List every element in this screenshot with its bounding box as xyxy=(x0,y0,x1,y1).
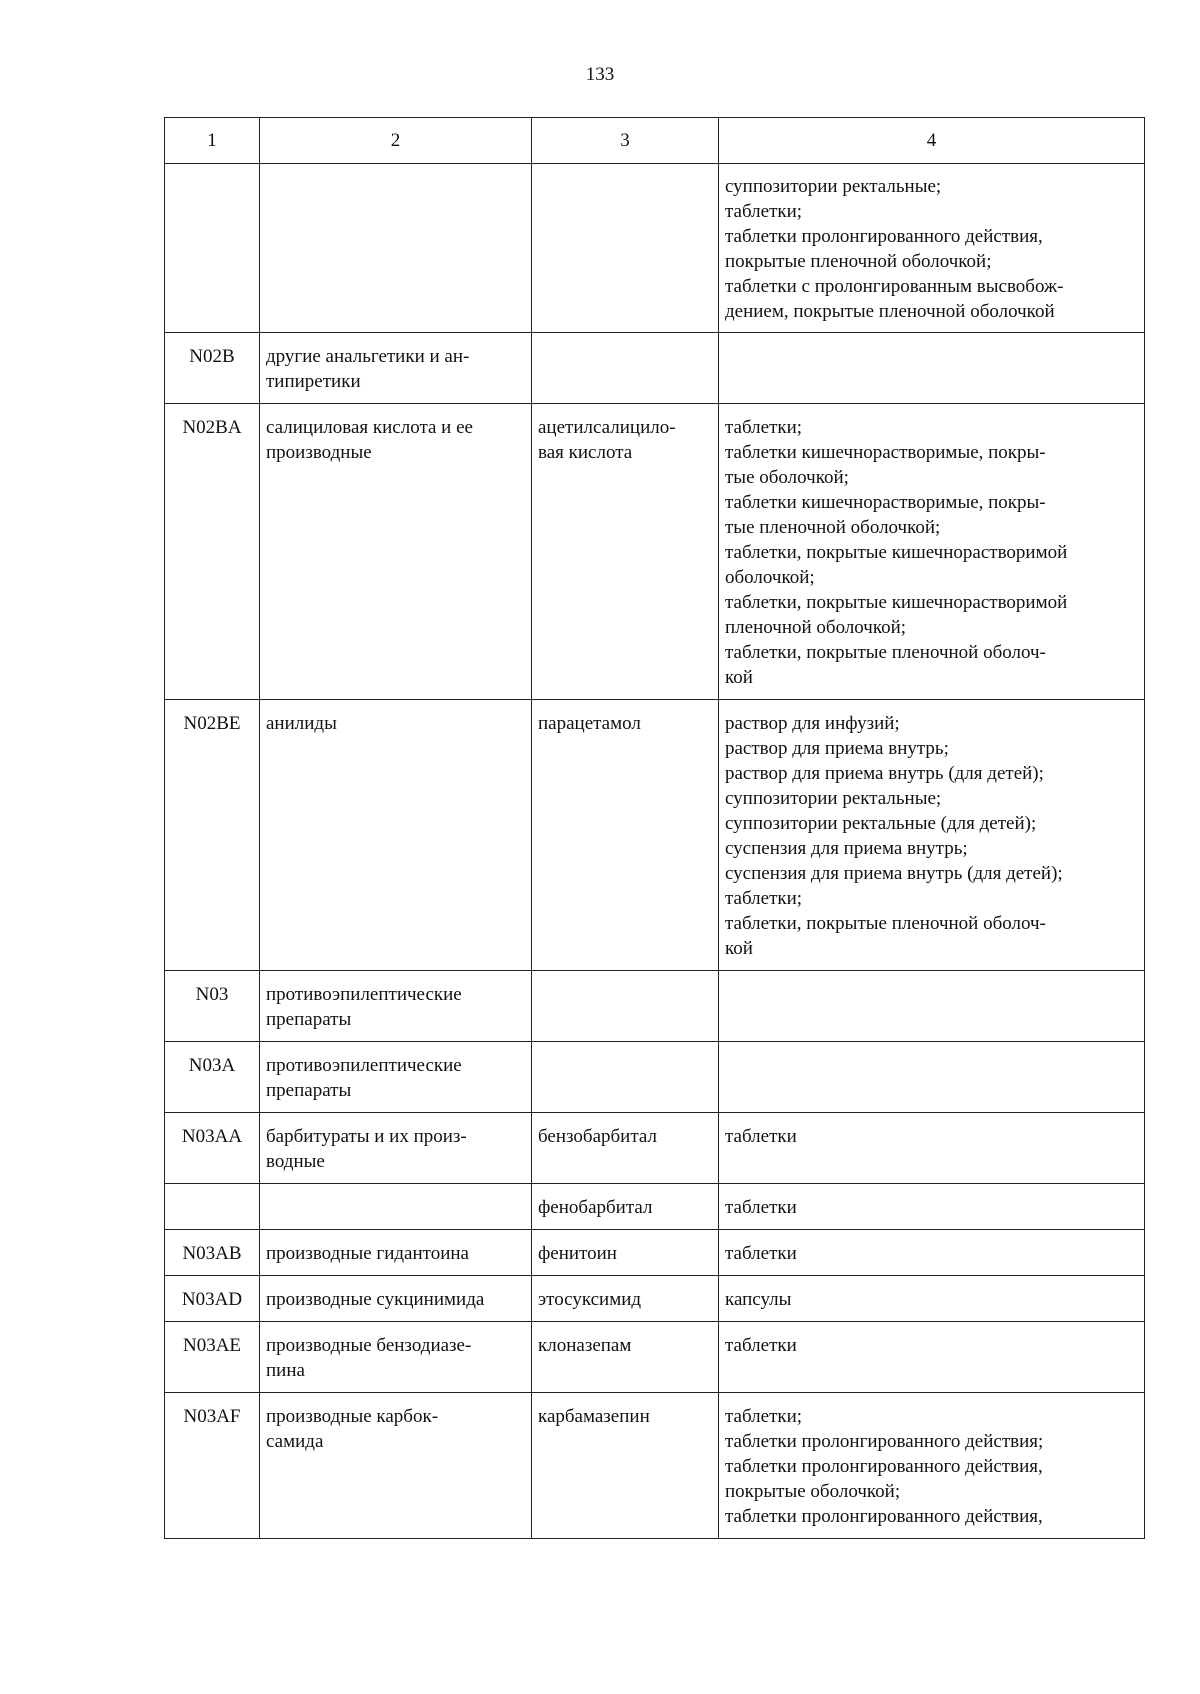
dosage-form-line: таблетки; xyxy=(725,1406,803,1427)
header-col-2: 2 xyxy=(260,118,532,164)
drug-name-line: этосуксимид xyxy=(538,1289,642,1310)
group-name-line: барбитураты и их произ- xyxy=(266,1126,467,1147)
atc-code-cell: N03A xyxy=(165,1042,260,1113)
dosage-form-line: таблетки, покрытые кишечнорастворимой xyxy=(725,542,1068,563)
drug-name-cell xyxy=(532,164,719,333)
dosage-form-line: покрытые пленочной оболочкой; xyxy=(725,251,992,272)
drug-name-cell xyxy=(532,1322,719,1393)
table-row xyxy=(165,1230,1145,1276)
drug-name-line: карбамазепин xyxy=(538,1406,650,1427)
dosage-form-line: таблетки xyxy=(725,1197,797,1218)
group-name-cell xyxy=(260,404,532,700)
group-name-line: другие анальгетики и ан- xyxy=(266,346,470,367)
dosage-form-line: таблетки; xyxy=(725,888,803,909)
dosage-forms-cell xyxy=(719,404,1145,700)
drug-name-line: вая кислота xyxy=(538,442,633,463)
dosage-form-line: таблетки; xyxy=(725,201,803,222)
group-name-line: самида xyxy=(266,1431,324,1452)
dosage-form-line: раствор для приема внутрь (для детей); xyxy=(725,763,1044,784)
group-name-cell xyxy=(260,1276,532,1322)
drug-name-line: бензобарбитал xyxy=(538,1126,657,1147)
table-row xyxy=(165,971,1145,1042)
drug-name-cell xyxy=(532,1230,719,1276)
atc-code-cell: N03AF xyxy=(165,1393,260,1539)
group-name-line: препараты xyxy=(266,1009,352,1030)
dosage-form-line: суппозитории ректальные; xyxy=(725,176,942,197)
dosage-form-line: таблетки пролонгированного действия; xyxy=(725,1431,1044,1452)
atc-code-cell: N02BE xyxy=(165,700,260,971)
group-name-line: производные карбок- xyxy=(266,1406,439,1427)
dosage-form-line: кой xyxy=(725,938,753,959)
drug-name-cell xyxy=(532,1184,719,1230)
atc-code-cell: N03 xyxy=(165,971,260,1042)
atc-code-cell: N03AD xyxy=(165,1276,260,1322)
table-row xyxy=(165,1276,1145,1322)
group-name-cell xyxy=(260,1042,532,1113)
drug-name-line: клоназепам xyxy=(538,1335,632,1356)
drug-name-cell xyxy=(532,1113,719,1184)
table-row xyxy=(165,1393,1145,1539)
group-name-line: типиретики xyxy=(266,371,361,392)
drug-name-line: ацетилсалицило- xyxy=(538,417,676,438)
group-name-cell xyxy=(260,1113,532,1184)
group-name-cell xyxy=(260,971,532,1042)
table-row xyxy=(165,1322,1145,1393)
dosage-forms-cell xyxy=(719,1184,1145,1230)
drug-table xyxy=(164,117,1145,1539)
dosage-form-line: покрытые оболочкой; xyxy=(725,1481,901,1502)
table-row xyxy=(165,700,1145,971)
dosage-form-line: таблетки кишечнорастворимые, покры- xyxy=(725,492,1046,513)
drug-name-line: фенобарбитал xyxy=(538,1197,653,1218)
atc-code-cell: N03AE xyxy=(165,1322,260,1393)
table-row xyxy=(165,333,1145,404)
header-col-3: 3 xyxy=(532,118,719,164)
group-name-line: пина xyxy=(266,1360,305,1381)
header-col-1: 1 xyxy=(165,118,260,164)
dosage-forms-cell xyxy=(719,164,1145,333)
group-name-line: водные xyxy=(266,1151,325,1172)
drug-name-cell xyxy=(532,971,719,1042)
atc-code-cell xyxy=(165,1184,260,1230)
dosage-forms-cell xyxy=(719,1230,1145,1276)
dosage-form-line: пленочной оболочкой; xyxy=(725,617,907,638)
table-row xyxy=(165,1184,1145,1230)
dosage-form-line: суппозитории ректальные (для детей); xyxy=(725,813,1037,834)
dosage-form-line: таблетки кишечнорастворимые, покры- xyxy=(725,442,1046,463)
drug-name-cell xyxy=(532,333,719,404)
group-name-cell xyxy=(260,333,532,404)
header-col-4: 4 xyxy=(719,118,1145,164)
dosage-form-line: капсулы xyxy=(725,1289,792,1310)
group-name-cell xyxy=(260,164,532,333)
drug-name-cell xyxy=(532,404,719,700)
drug-name-cell xyxy=(532,1042,719,1113)
dosage-form-line: таблетки, покрытые пленочной оболоч- xyxy=(725,913,1046,934)
table-body xyxy=(165,164,1145,1539)
drug-name-cell xyxy=(532,1393,719,1539)
dosage-form-line: таблетки с пролонгированным высвобож- xyxy=(725,276,1064,297)
group-name-line: анилиды xyxy=(266,713,337,734)
dosage-form-line: таблетки, покрытые пленочной оболоч- xyxy=(725,642,1046,663)
group-name-cell xyxy=(260,700,532,971)
dosage-form-line: таблетки xyxy=(725,1335,797,1356)
dosage-forms-cell xyxy=(719,700,1145,971)
dosage-forms-cell xyxy=(719,1113,1145,1184)
dosage-forms-cell xyxy=(719,1276,1145,1322)
group-name-line: противоэпилептические xyxy=(266,984,462,1005)
atc-code-cell: N02BA xyxy=(165,404,260,700)
group-name-line: противоэпилептические xyxy=(266,1055,462,1076)
dosage-form-line: таблетки xyxy=(725,1243,797,1264)
dosage-form-line: суспензия для приема внутрь (для детей); xyxy=(725,863,1063,884)
group-name-line: производные xyxy=(266,442,372,463)
dosage-forms-cell xyxy=(719,1042,1145,1113)
dosage-forms-cell xyxy=(719,1322,1145,1393)
atc-code-cell: N03AB xyxy=(165,1230,260,1276)
table-row xyxy=(165,1042,1145,1113)
dosage-forms-cell xyxy=(719,1393,1145,1539)
dosage-form-line: раствор для инфузий; xyxy=(725,713,900,734)
table-row xyxy=(165,404,1145,700)
group-name-line: производные гидантоина xyxy=(266,1243,469,1264)
dosage-form-line: дением, покрытые пленочной оболочкой xyxy=(725,301,1055,322)
table-row xyxy=(165,164,1145,333)
atc-code-cell: N02B xyxy=(165,333,260,404)
dosage-form-line: тые оболочкой; xyxy=(725,467,849,488)
group-name-line: производные бензодиазе- xyxy=(266,1335,472,1356)
dosage-form-line: кой xyxy=(725,667,753,688)
drug-name-line: парацетамол xyxy=(538,713,641,734)
drug-name-cell xyxy=(532,700,719,971)
drug-name-line: фенитоин xyxy=(538,1243,617,1264)
page-number: 133 xyxy=(585,64,615,85)
table-header xyxy=(165,118,1145,164)
dosage-form-line: суспензия для приема внутрь; xyxy=(725,838,968,859)
group-name-line: препараты xyxy=(266,1080,352,1101)
group-name-cell xyxy=(260,1322,532,1393)
drug-name-cell xyxy=(532,1276,719,1322)
group-name-line: производные сукцинимида xyxy=(266,1289,485,1310)
dosage-form-line: таблетки пролонгированного действия, xyxy=(725,1506,1043,1527)
dosage-form-line: таблетки; xyxy=(725,417,803,438)
dosage-form-line: таблетки пролонгированного действия, xyxy=(725,1456,1043,1477)
dosage-form-line: раствор для приема внутрь; xyxy=(725,738,949,759)
group-name-line: салициловая кислота и ее xyxy=(266,417,473,438)
group-name-cell xyxy=(260,1393,532,1539)
dosage-forms-cell xyxy=(719,971,1145,1042)
dosage-form-line: тые пленочной оболочкой; xyxy=(725,517,941,538)
dosage-form-line: суппозитории ректальные; xyxy=(725,788,942,809)
dosage-forms-cell xyxy=(719,333,1145,404)
dosage-form-line: оболочкой; xyxy=(725,567,815,588)
dosage-form-line: таблетки, покрытые кишечнорастворимой xyxy=(725,592,1068,613)
table-row xyxy=(165,1113,1145,1184)
dosage-form-line: таблетки xyxy=(725,1126,797,1147)
group-name-cell xyxy=(260,1184,532,1230)
atc-code-cell xyxy=(165,164,260,333)
dosage-form-line: таблетки пролонгированного действия, xyxy=(725,226,1043,247)
atc-code-cell: N03AA xyxy=(165,1113,260,1184)
group-name-cell xyxy=(260,1230,532,1276)
header-row xyxy=(165,118,1145,164)
